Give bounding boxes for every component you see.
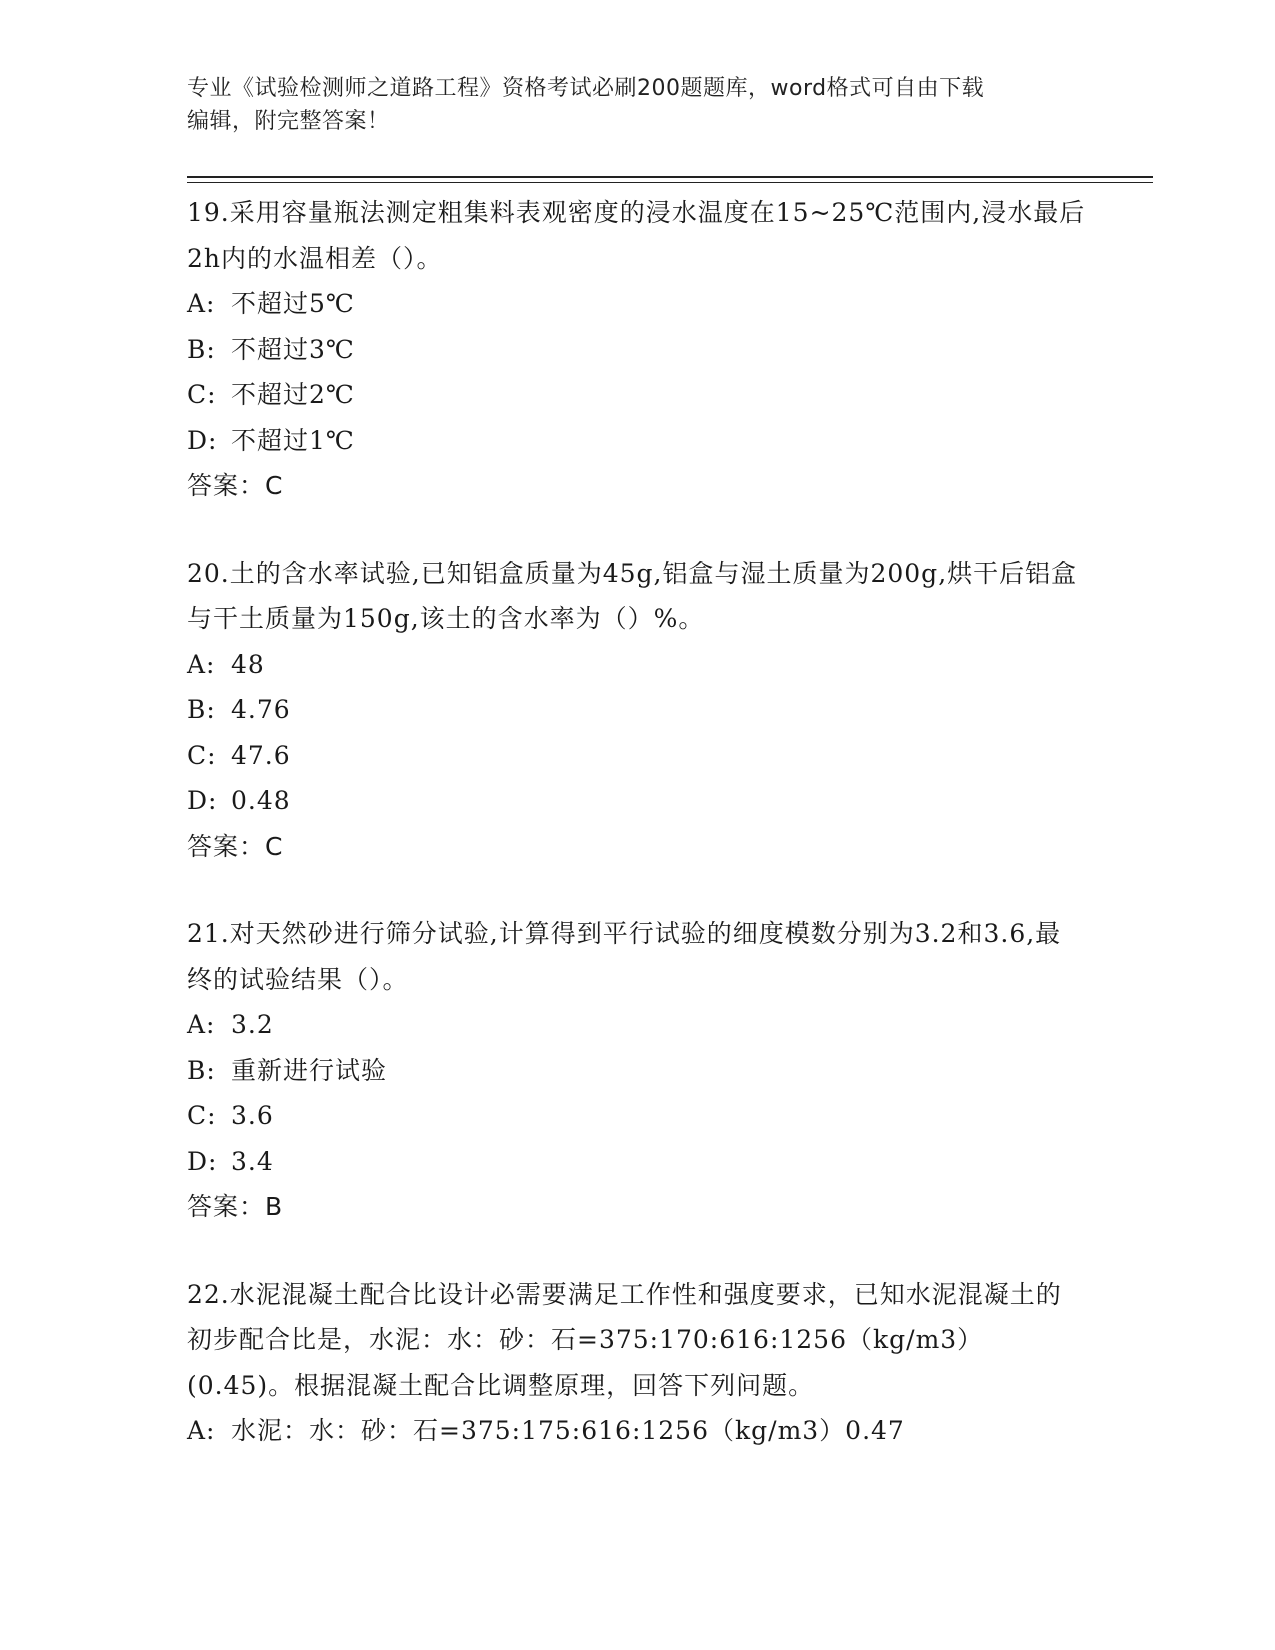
option-text: 48 (231, 649, 265, 679)
question-21 (187, 911, 1087, 1230)
question-stem: 20.土的含水率试验,已知铝盒质量为45g,铝盒与湿土质量为200g,烘干后铝盒与干土质量为150g,该土的含水率为（）%。 (187, 558, 1078, 633)
header-rule-thick (187, 176, 1153, 178)
option-key: A: (187, 649, 216, 679)
header-rule-thin (187, 182, 1153, 183)
option-text: 47.6 (231, 740, 291, 770)
option-b (187, 687, 1087, 733)
option-text: 3.4 (231, 1146, 274, 1176)
option-key: A: (187, 1416, 216, 1445)
option-key: D: (187, 1146, 218, 1176)
answer-line: 答案：C (187, 471, 284, 500)
option-b (187, 1048, 1087, 1094)
option-key: B: (187, 334, 216, 364)
option-key: D: (187, 786, 218, 815)
page-header (187, 72, 1087, 138)
option-c (187, 733, 1087, 779)
option-text: 不超过5℃ (231, 289, 355, 318)
option-a (187, 1002, 1087, 1048)
option-text: 水泥：水：砂：石=375:175:616:1256（kg/m3）0.47 (231, 1416, 905, 1445)
answer-line: 答案：B (187, 1192, 284, 1221)
option-c (187, 1093, 1087, 1139)
option-text: 3.2 (231, 1010, 274, 1039)
option-text: 不超过2℃ (231, 380, 355, 409)
header-line-1: 专业《试验检测师之道路工程》资格考试必刷200题题库，word格式可自由下载 (187, 76, 985, 101)
option-d (187, 778, 1087, 824)
option-a (187, 642, 1087, 688)
option-key: C: (187, 380, 217, 409)
option-text: 重新进行试验 (231, 1055, 388, 1085)
question-stem: 21.对天然砂进行筛分试验,计算得到平行试验的细度模数分别为3.2和3.6,最终的试验结果（）。 (187, 919, 1062, 994)
option-text: 3.6 (231, 1101, 274, 1130)
option-key: A: (187, 1010, 216, 1039)
option-b (187, 327, 1087, 373)
question-stem: 22.水泥混凝土配合比设计必需要满足工作性和强度要求，已知水泥混凝土的初步配合比是，水泥：水：砂：石=375:170:616:1256（kg/m3）(0.45)。根据混凝土配合比调整原理，回答下列问题。 (187, 1279, 1062, 1400)
option-key: A: (187, 289, 216, 318)
option-a (187, 1408, 1087, 1454)
option-text: 0.48 (231, 786, 291, 815)
question-stem: 19.采用容量瓶法测定粗集料表观密度的浸水温度在15~25℃范围内,浸水最后2h内的水温相差（）。 (187, 198, 1086, 273)
question-20 (187, 551, 1087, 870)
option-key: C: (187, 740, 217, 770)
option-d (187, 418, 1087, 464)
question-list (187, 190, 1087, 1496)
option-c (187, 372, 1087, 418)
question-19 (187, 190, 1087, 509)
question-22 (187, 1272, 1087, 1454)
option-text: 不超过3℃ (231, 334, 355, 364)
option-text: 4.76 (231, 695, 291, 724)
option-key: C: (187, 1101, 217, 1130)
header-line-2: 编辑，附完整答案！ (187, 109, 390, 134)
option-d (187, 1139, 1087, 1185)
answer-line: 答案：C (187, 831, 284, 861)
option-a (187, 281, 1087, 327)
option-key: B: (187, 695, 216, 724)
option-key: B: (187, 1055, 216, 1085)
option-text: 不超过1℃ (231, 425, 355, 455)
option-key: D: (187, 425, 218, 455)
